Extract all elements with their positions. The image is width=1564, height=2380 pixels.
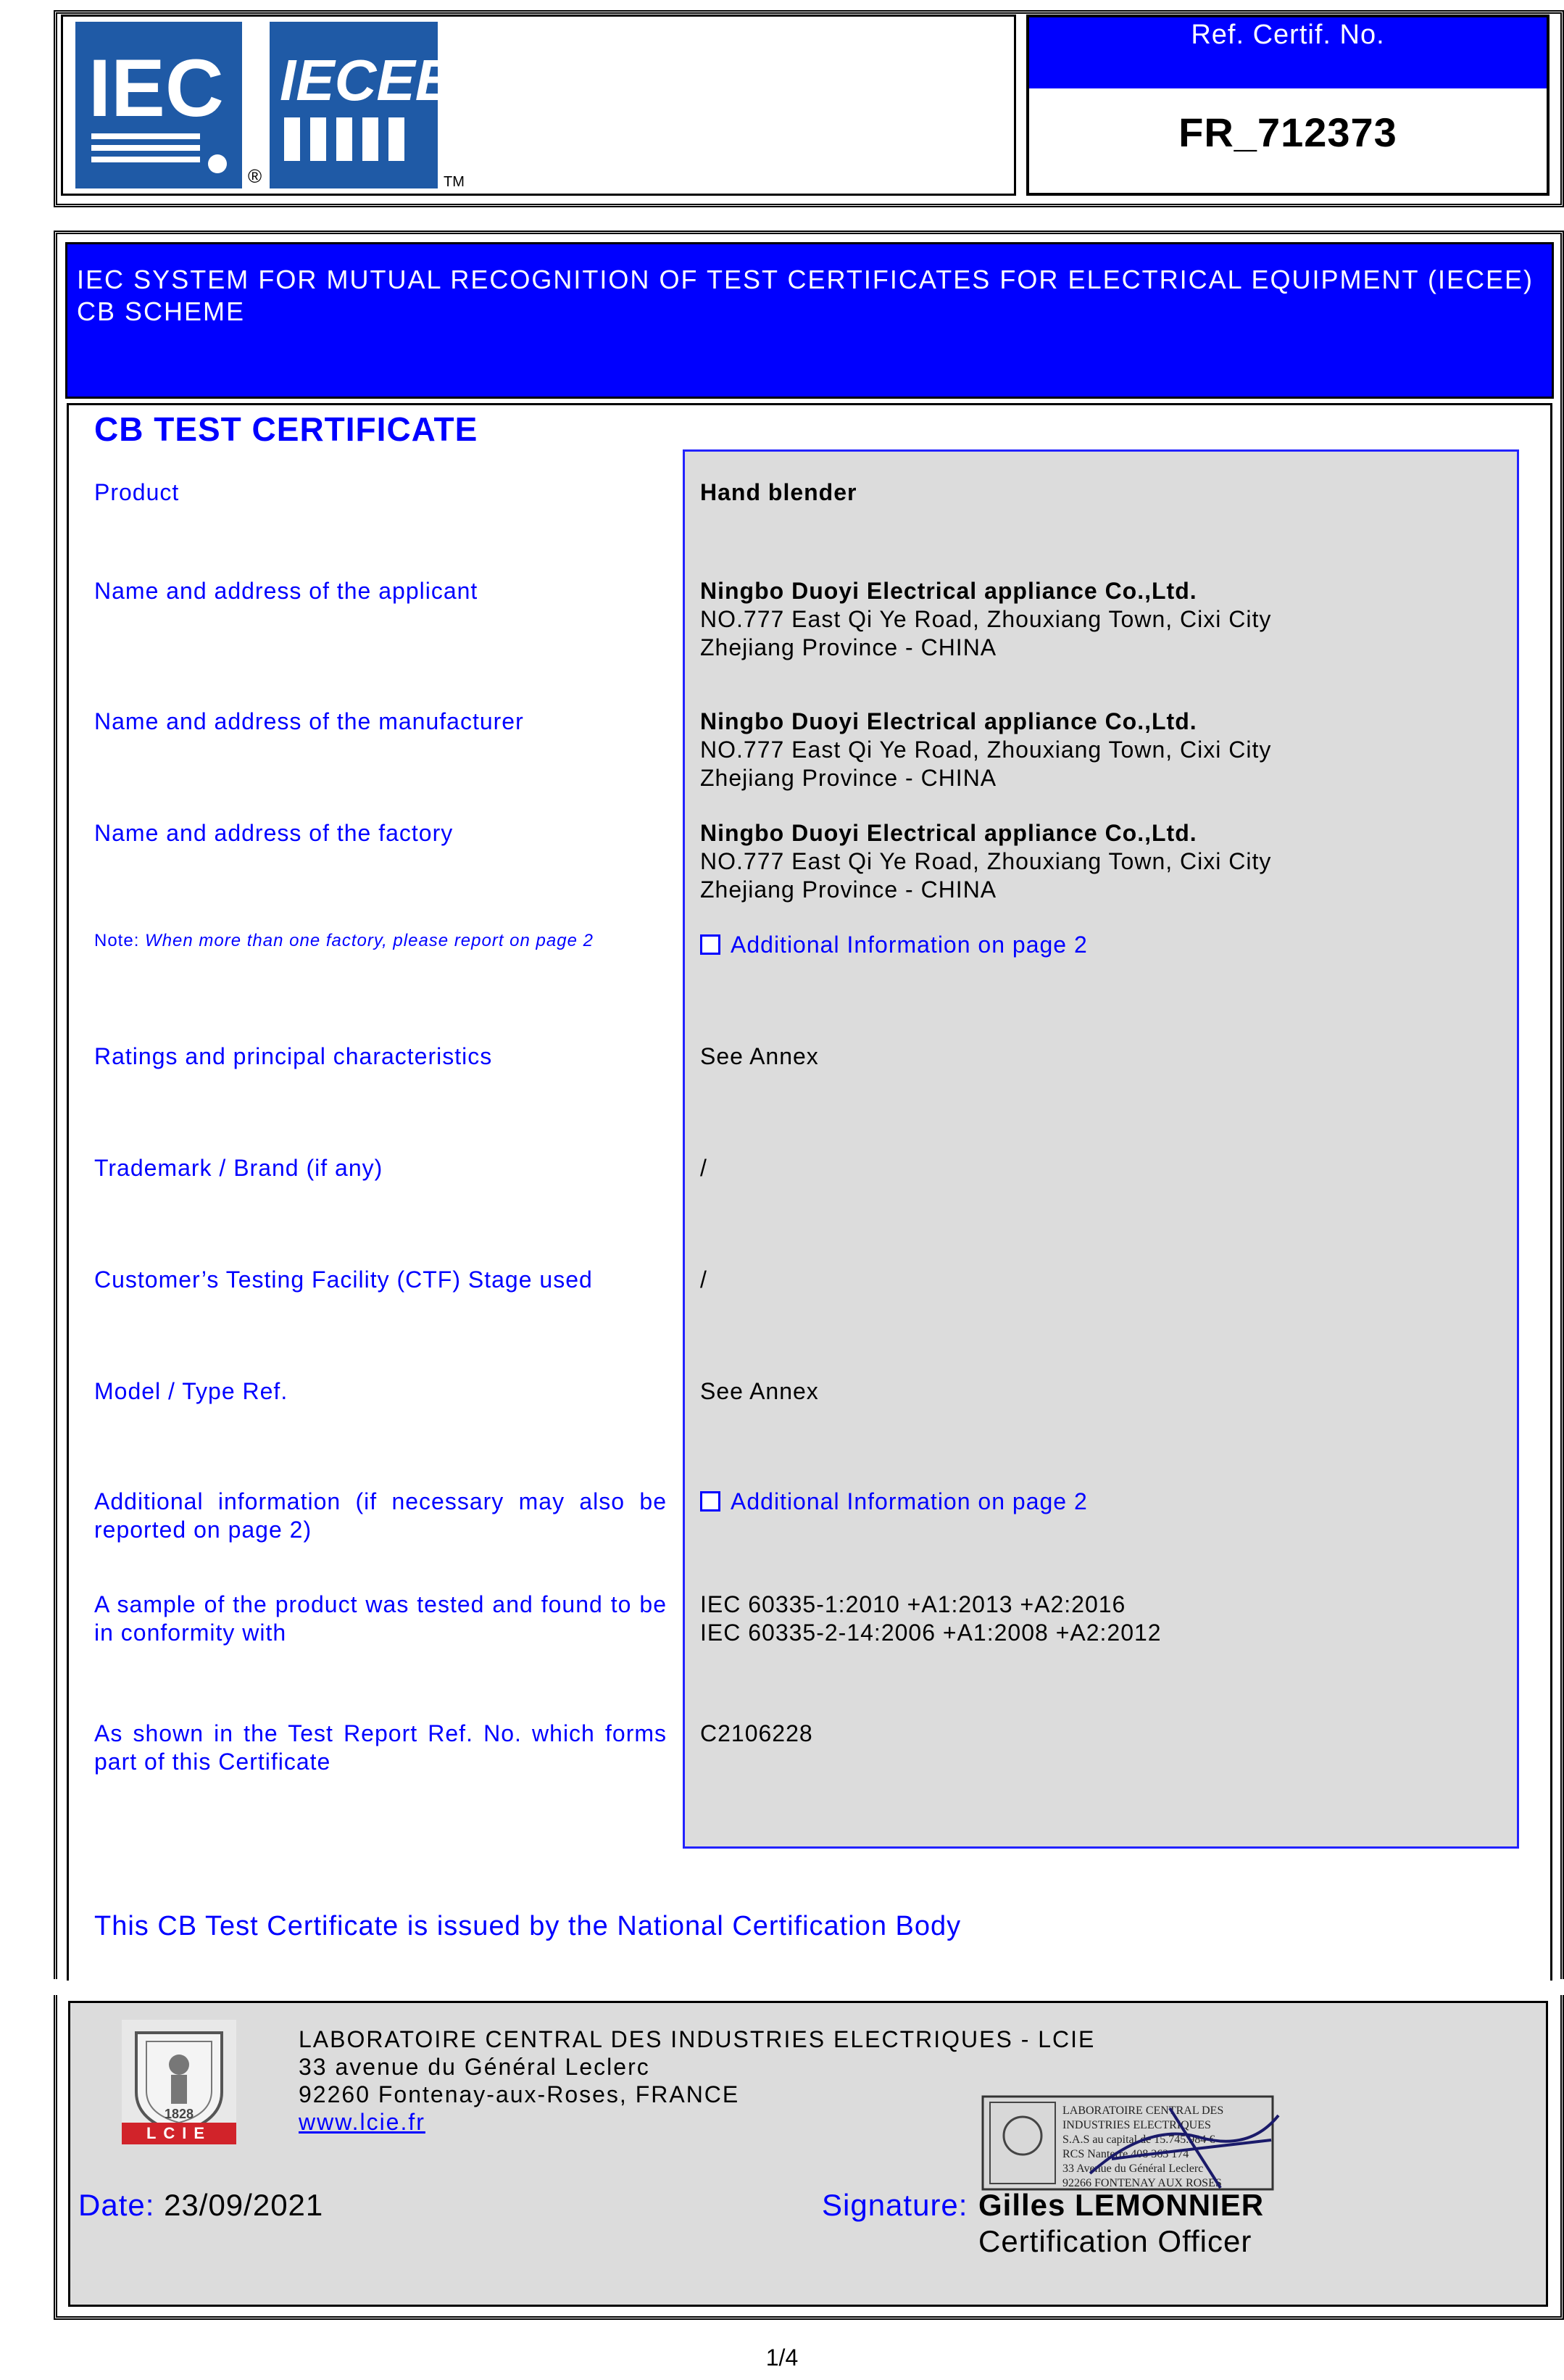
- signatory-role: Certification Officer: [978, 2224, 1252, 2258]
- standard-2: IEC 60335-2-14:2006 +A1:2008 +A2:2012: [700, 1620, 1162, 1646]
- factory-name: Ningbo Duoyi Electrical appliance Co.,Ltd.: [700, 820, 1197, 846]
- manufacturer-address1: NO.777 East Qi Ye Road, Zhouxiang Town, Cixi City: [700, 737, 1272, 763]
- manufacturer-label: Name and address of the manufacturer: [94, 708, 524, 734]
- applicant-name: Ningbo Duoyi Electrical appliance Co.,Ltd.: [700, 578, 1197, 604]
- iec-logo: [75, 22, 242, 188]
- stamp-line-1: LABORATOIRE CENTRAL DES: [1062, 2105, 1224, 2117]
- note-checkbox-row[interactable]: [700, 931, 1505, 959]
- manufacturer-value: [700, 708, 1505, 792]
- ctf-value: /: [700, 1266, 707, 1293]
- factory-address2: Zhejiang Province - CHINA: [700, 876, 997, 903]
- model-label: Model / Type Ref.: [94, 1378, 288, 1404]
- conformity-label: A sample of the product was tested and found to be in conformity with: [94, 1591, 667, 1646]
- conformity-value: [700, 1591, 1505, 1647]
- signature-label: Signature:: [822, 2188, 968, 2222]
- company-stamp: [981, 2094, 1286, 2195]
- factory-label: Name and address of the factory: [94, 820, 454, 846]
- ratings-value: See Annex: [700, 1043, 819, 1069]
- ref-label: Ref. Certif. No.: [1191, 20, 1385, 50]
- applicant-value: [700, 577, 1505, 662]
- bv-logo-year: 1828: [164, 2107, 194, 2121]
- ref-number: FR_712373: [1178, 109, 1397, 155]
- applicant-label: Name and address of the applicant: [94, 578, 478, 604]
- date-value: 23/09/2021: [164, 2188, 324, 2222]
- report-value: C2106228: [700, 1720, 813, 1746]
- stamp-line-3: S.A.S au capital de 15.745.984 €: [1062, 2134, 1215, 2146]
- additional-label: Additional information (if necessary may also be reported on page 2): [94, 1488, 667, 1543]
- note-text: When more than one factory, please report on page 2: [145, 931, 594, 950]
- applicant-address2: Zhejiang Province - CHINA: [700, 634, 997, 660]
- trademark-label: Trademark / Brand (if any): [94, 1155, 383, 1181]
- date-label: Date:: [78, 2188, 155, 2222]
- trademark-value: /: [700, 1155, 707, 1181]
- additional-checkbox-row[interactable]: [700, 1488, 1505, 1516]
- stamp-line-4: RCS Nanterre 408 363 174: [1062, 2148, 1189, 2160]
- lab-name: LABORATOIRE CENTRAL DES INDUSTRIES ELECTRIQUES - LCIE: [299, 2026, 1096, 2052]
- product-value: [700, 478, 1505, 507]
- applicant-address1: NO.777 East Qi Ye Road, Zhouxiang Town, Cixi City: [700, 606, 1272, 632]
- iecee-logo-text: IECEE: [280, 48, 438, 112]
- manufacturer-name: Ningbo Duoyi Electrical appliance Co.,Ltd.: [700, 708, 1197, 734]
- factory-value: [700, 819, 1505, 904]
- factory-address1: NO.777 East Qi Ye Road, Zhouxiang Town, Cixi City: [700, 848, 1272, 874]
- factory-note: [94, 929, 594, 953]
- note-checkbox-label: Additional Information on page 2: [731, 932, 1088, 958]
- manufacturer-address2: Zhejiang Province - CHINA: [700, 765, 997, 791]
- lab-website-link[interactable]: www.lcie.fr: [299, 2109, 425, 2135]
- additional-checkbox-label: Additional Information on page 2: [731, 1488, 1088, 1514]
- iecee-logo: [270, 22, 438, 188]
- note-prefix: Note:: [94, 931, 140, 950]
- note-checkbox[interactable]: [700, 934, 720, 955]
- signatory-name: Gilles LEMONNIER: [978, 2188, 1265, 2222]
- stamp-line-6: 92266 FONTENAY AUX ROSES: [1062, 2177, 1222, 2189]
- model-value: See Annex: [700, 1378, 819, 1404]
- product-label: Product: [94, 479, 180, 505]
- iec-logo-text: IEC: [88, 43, 224, 133]
- registered-mark: ®: [248, 165, 262, 187]
- lab-address1: 33 avenue du Général Leclerc: [299, 2054, 650, 2080]
- ctf-label: Customer’s Testing Facility (CTF) Stage used: [94, 1266, 593, 1293]
- certificate-title: CB TEST CERTIFICATE: [94, 410, 478, 448]
- report-label: As shown in the Test Report Ref. No. which forms part of this Certificate: [94, 1720, 667, 1775]
- stamp-line-2: INDUSTRIES ELECTRIQUES: [1062, 2119, 1211, 2131]
- additional-checkbox[interactable]: [700, 1491, 720, 1512]
- bv-logo-tag: LCIE: [122, 2123, 236, 2144]
- lab-address2: 92260 Fontenay-aux-Roses, FRANCE: [299, 2081, 740, 2107]
- page-number: 1/4: [765, 2344, 799, 2371]
- date-row: [78, 2186, 323, 2224]
- product-value-text: Hand blender: [700, 479, 857, 505]
- trademark-mark: TM: [444, 174, 465, 190]
- ratings-label: Ratings and principal characteristics: [94, 1043, 493, 1069]
- scheme-title: IEC SYSTEM FOR MUTUAL RECOGNITION OF TEST CERTIFICATES FOR ELECTRICAL EQUIPMENT (IECEE) CB SCHEME: [77, 265, 1534, 326]
- standard-1: IEC 60335-1:2010 +A1:2013 +A2:2016: [700, 1591, 1126, 1617]
- issued-by-statement: This CB Test Certificate is issued by the National Certification Body: [94, 1911, 962, 1941]
- stamp-line-5: 33 Avenue du Général Leclerc: [1062, 2163, 1204, 2175]
